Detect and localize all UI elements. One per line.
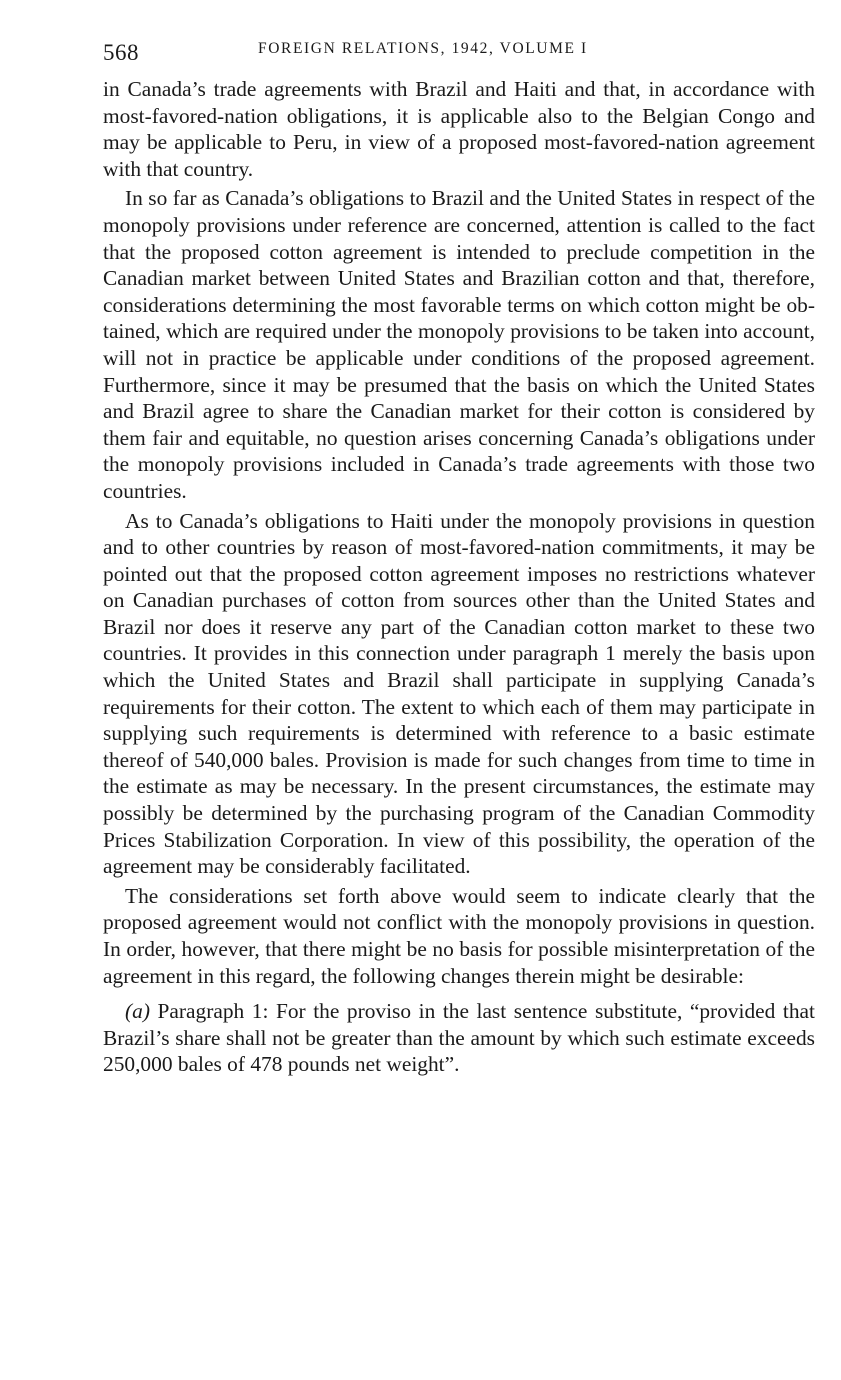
paragraph-continued: in Canada’s trade agreements with Brazil and Haiti and that, in accordance with most-favored-nation obligations, it is applicable also to the Belgian Congo and may be applicable to Peru, in view of a proposed most-favored-nation agreement with that country. — [103, 77, 815, 181]
body-text — [103, 76, 815, 1078]
proviso-item-a — [103, 998, 815, 1078]
paragraph-obligations-brazil-us: In so far as Canada’s obligations to Brazil and the United States in respect of the monopoly provisions under reference are concerned, attention is called to the fact that the proposed cotton agreement is intended to preclude competition in the Canadian market between United States and Brazilian cotton and that, therefore, considerations determining the most favorable terms on which cotton might be obtained, which are required under the monopoly provisions to be taken into account, will not in practice be applicable under conditions of the proposed agreement. Furthermore, since it may be presumed that the basis on which the United States and Brazil agree to share the Canadian market for their cotton is considered by them fair and equitable, no question arises concerning Canada’s obligations under the monopoly provisions included in Canada’s trade agreements with those two countries. — [103, 186, 815, 503]
paragraph-considerations: The considerations set forth above would seem to indicate clearly that the proposed agreement would not conflict with the monopoly provisions in question. In order, however, that there might be no basis for possible misinterpretation of the agreement in this regard, the following changes therein might be desirable: — [103, 883, 815, 988]
paragraph-obligations-haiti: As to Canada’s obligations to Haiti under the monopoly provisions in question and to other countries by reason of most-favored-nation commitments, it may be pointed out that the proposed cotton agreement imposes no restrictions whatever on Canadian purchases of cotton from sources other than the United States and Brazil nor does it reserve any part of the Canadian cotton market to these two countries. It provides in this connection under paragraph 1 merely the basis upon which the United States and Brazil shall participate in supplying Canada’s requirements for their cotton. The extent to which each of them may participate in supplying such requirements is determined with reference to a basic estimate thereof of 540,000 bales. Provision is made for such changes from time to time in the estimate as may be necessary. In the present circumstances, the estimate may possibly be determined by the purchasing program of the Canadian Commodity Prices Stabilization Corporation. In view of this possibility, the operation of the agreement may be considerably facilitated. — [103, 508, 815, 879]
proviso-text: Paragraph 1: For the proviso in the last sentence substitute, “provided that Brazil’s share shall not be greater than the amount by which such estimate exceeds 250,000 bales of 478 pounds net weight”. — [103, 999, 815, 1077]
proviso-label: (a) — [125, 999, 150, 1024]
page-number: 568 — [103, 40, 139, 65]
running-header — [103, 36, 815, 76]
running-title: FOREIGN RELATIONS, 1942, VOLUME I — [258, 40, 588, 57]
